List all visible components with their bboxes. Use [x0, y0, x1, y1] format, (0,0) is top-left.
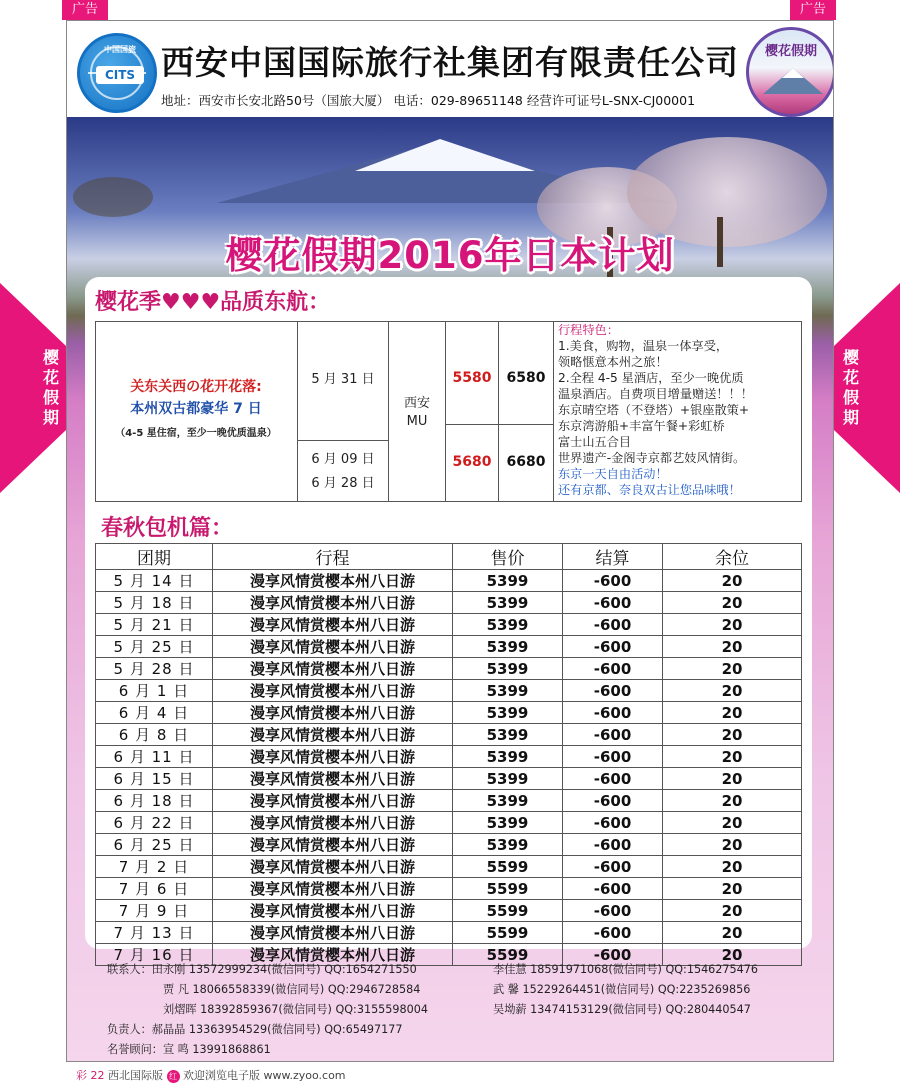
cell-date: 5 月 21 日: [96, 614, 213, 636]
departure-cell: [389, 322, 446, 501]
cell-price: 5399: [453, 614, 563, 636]
cell-date: 5 月 25 日: [96, 636, 213, 658]
tour-name: 关东关西の花开花落:: [130, 379, 262, 395]
cell-date: 5 月 18 日: [96, 592, 213, 614]
content-panel: [85, 277, 812, 964]
cell-seats: 20: [663, 680, 802, 702]
cell-seats: 20: [663, 724, 802, 746]
table-row: [96, 724, 802, 746]
table-row: [96, 658, 802, 680]
cell-date: 6 月 1 日: [96, 680, 213, 702]
badge-title: 樱花假期: [764, 44, 817, 59]
cell-itinerary: 漫享风情赏樱本州八日游: [213, 878, 453, 900]
cell-date: 6 月 15 日: [96, 768, 213, 790]
table-row: [96, 768, 802, 790]
features-heading: 行程特色：: [558, 323, 619, 337]
cell-date: 6 月 18 日: [96, 790, 213, 812]
cell-date: 6 月 4 日: [96, 702, 213, 724]
feature-line: 2.全程 4-5 星酒店，至少一晚优质: [558, 371, 744, 385]
hero-background: [67, 117, 833, 1062]
mount-fuji-snowcap: [355, 139, 535, 171]
feature-line: 富士山五合目: [558, 435, 632, 449]
col-header-price: 售价: [453, 544, 563, 570]
charter-table: [95, 543, 802, 966]
price-value: 6680: [506, 454, 546, 470]
cits-globe-logo: [77, 33, 157, 113]
contact-line: 负责人：郝晶晶 13363954529(微信同号) QQ:65497177: [107, 1023, 403, 1036]
cell-settlement: -600: [563, 658, 663, 680]
departure-date: 6 月 28 日: [311, 476, 375, 491]
cell-settlement: -600: [563, 570, 663, 592]
cell-date: 6 月 25 日: [96, 834, 213, 856]
ribbon-text-right: 樱 花 假 期: [842, 348, 859, 427]
price-cell-red: [446, 322, 499, 501]
contact-line: 贾 凡 18066558339(微信同号) QQ:2946728584: [163, 983, 421, 996]
distant-trees: [73, 177, 153, 217]
cell-itinerary: 漫享风情赏樱本州八日游: [213, 944, 453, 966]
price-cell: [499, 322, 554, 501]
price-value: 5680: [452, 454, 492, 470]
cell-itinerary: 漫享风情赏樱本州八日游: [213, 834, 453, 856]
section-title-eastern: 樱花季♥♥♥品质东航：: [95, 290, 331, 315]
cell-settlement: -600: [563, 834, 663, 856]
ad-tag-right: 广告: [790, 0, 836, 20]
cell-seats: 20: [663, 614, 802, 636]
col-header-date: 团期: [96, 544, 213, 570]
cell-itinerary: 漫享风情赏樱本州八日游: [213, 680, 453, 702]
page-footer: [76, 1067, 346, 1083]
cell-date: 6 月 11 日: [96, 746, 213, 768]
table-row: [96, 856, 802, 878]
cell-price: 5399: [453, 812, 563, 834]
cell-price: 5399: [453, 724, 563, 746]
feature-line: 世界遗产-金阁寺京都艺妓风情街。: [558, 451, 746, 465]
feature-line: 东京晴空塔（不登塔）+银座散策+: [558, 403, 750, 417]
cell-itinerary: 漫享风情赏樱本州八日游: [213, 900, 453, 922]
cell-itinerary: 漫享风情赏樱本州八日游: [213, 768, 453, 790]
cell-itinerary: 漫享风情赏樱本州八日游: [213, 922, 453, 944]
table-row: [96, 834, 802, 856]
cell-date: 6 月 8 日: [96, 724, 213, 746]
footer-text: 欢迎浏览电子版 www.zyoo.com: [183, 1069, 346, 1082]
cell-price: 5399: [453, 658, 563, 680]
feature-line-highlight: 东京一天自由活动！: [558, 467, 668, 481]
cell-price: 5399: [453, 570, 563, 592]
table-row: [96, 614, 802, 636]
cell-price: 5599: [453, 856, 563, 878]
cell-seats: 20: [663, 768, 802, 790]
cell-seats: 20: [663, 658, 802, 680]
cell-settlement: -600: [563, 922, 663, 944]
cell-seats: 20: [663, 570, 802, 592]
col-header-settlement: 结算: [563, 544, 663, 570]
cell-settlement: -600: [563, 614, 663, 636]
airline-code: MU: [406, 414, 428, 429]
contact-line: 吴坳薪 13474153129(微信同号) QQ:280440547: [493, 1003, 751, 1016]
table-row: [96, 636, 802, 658]
cell-date: 5 月 14 日: [96, 570, 213, 592]
cell-seats: 20: [663, 592, 802, 614]
logo-cits-text: CITS: [96, 66, 144, 84]
departure-city: 西安: [403, 396, 430, 411]
contact-line: 武 馨 15229264451(微信同号) QQ:2235269856: [493, 983, 751, 996]
cell-itinerary: 漫享风情赏樱本州八日游: [213, 812, 453, 834]
table-row: [96, 702, 802, 724]
table-row: [96, 812, 802, 834]
table-row: [96, 592, 802, 614]
tour-dates-cell: [298, 322, 389, 501]
ad-page: [66, 20, 834, 1062]
cell-price: 5399: [453, 790, 563, 812]
cell-price: 5599: [453, 878, 563, 900]
cell-settlement: -600: [563, 856, 663, 878]
cell-itinerary: 漫享风情赏樱本州八日游: [213, 658, 453, 680]
cell-seats: 20: [663, 636, 802, 658]
cell-settlement: -600: [563, 592, 663, 614]
contacts-block: [67, 955, 833, 1055]
cell-itinerary: 漫享风情赏樱本州八日游: [213, 570, 453, 592]
cell-seats: 20: [663, 944, 802, 966]
cell-seats: 20: [663, 900, 802, 922]
col-header-itinerary: 行程: [213, 544, 453, 570]
cell-settlement: -600: [563, 724, 663, 746]
cell-itinerary: 漫享风情赏樱本州八日游: [213, 746, 453, 768]
ad-tag-left: 广告: [62, 0, 108, 20]
cell-price: 5399: [453, 746, 563, 768]
cell-settlement: -600: [563, 944, 663, 966]
table-row: [96, 570, 802, 592]
price-value: 5580: [452, 370, 492, 386]
price-value: 6580: [506, 370, 546, 386]
table-row: [96, 922, 802, 944]
cell-itinerary: 漫享风情赏樱本州八日游: [213, 614, 453, 636]
cell-price: 5399: [453, 768, 563, 790]
features-cell: [554, 322, 801, 501]
cell-settlement: -600: [563, 790, 663, 812]
cell-seats: 20: [663, 834, 802, 856]
contact-line: 名誉顾问：宣 鸣 13991868861: [107, 1043, 271, 1056]
header: [67, 21, 833, 117]
cell-settlement: -600: [563, 878, 663, 900]
cell-settlement: -600: [563, 746, 663, 768]
cell-settlement: -600: [563, 768, 663, 790]
page-number: 彩 22: [76, 1069, 105, 1082]
section-title-charter: 春秋包机篇：: [101, 516, 234, 541]
cell-seats: 20: [663, 702, 802, 724]
table-row: [96, 746, 802, 768]
contact-line: 联系人：田永刚 13572999234(微信同号) QQ:1654271550: [107, 963, 417, 976]
feature-line: 温泉酒店。自费项目增量赠送！！！: [558, 387, 753, 401]
table-row: [96, 878, 802, 900]
cell-price: 5399: [453, 680, 563, 702]
cell-price: 5599: [453, 900, 563, 922]
cell-date: 7 月 16 日: [96, 944, 213, 966]
logo-arc-text: 中国国旅: [104, 45, 136, 54]
cell-seats: 20: [663, 790, 802, 812]
cell-settlement: -600: [563, 812, 663, 834]
main-title: 樱花假期2016年日本计划: [225, 234, 675, 277]
departure-date: 6 月 09 日: [311, 452, 375, 467]
tour-subtitle: 本州双古都豪华 7 日: [130, 401, 262, 417]
col-header-seats: 余位: [663, 544, 802, 570]
cell-itinerary: 漫享风情赏樱本州八日游: [213, 636, 453, 658]
cell-itinerary: 漫享风情赏樱本州八日游: [213, 592, 453, 614]
tour-note: （4-5 星住宿，至少一晚优质温泉）: [115, 428, 277, 439]
cell-seats: 20: [663, 856, 802, 878]
contact-line: 李佳慧 18591971068(微信同号) QQ:1546275476: [493, 963, 759, 976]
cell-settlement: -600: [563, 636, 663, 658]
cell-date: 7 月 9 日: [96, 900, 213, 922]
cell-date: 7 月 2 日: [96, 856, 213, 878]
contact-line: 刘熠晖 18392859367(微信同号) QQ:3155598004: [163, 1003, 429, 1016]
cell-settlement: -600: [563, 680, 663, 702]
charter-header-row: [96, 544, 802, 570]
cell-date: 7 月 13 日: [96, 922, 213, 944]
cell-price: 5599: [453, 922, 563, 944]
feature-line: 1.美食，购物，温泉一体享受，: [558, 339, 729, 353]
cell-price: 5399: [453, 636, 563, 658]
feature-line: 东京湾游船+丰富午餐+彩虹桥: [558, 419, 725, 433]
address-line: 地址：西安市长安北路50号（国旅大厦） 电话：029-89651148 经营许可证号L-SNX-CJ00001: [161, 93, 696, 108]
cell-price: 5599: [453, 944, 563, 966]
feature-line: 领略惬意本州之旅！: [558, 355, 668, 369]
feature-line-highlight: 还有京都、奈良双古让您品味哦！: [558, 483, 741, 497]
cell-settlement: -600: [563, 900, 663, 922]
cell-itinerary: 漫享风情赏樱本州八日游: [213, 856, 453, 878]
cell-itinerary: 漫享风情赏樱本州八日游: [213, 724, 453, 746]
edition-name: 西北国际版: [108, 1069, 163, 1082]
cell-seats: 20: [663, 812, 802, 834]
table-row: [96, 790, 802, 812]
cell-itinerary: 漫享风情赏樱本州八日游: [213, 790, 453, 812]
cell-price: 5399: [453, 834, 563, 856]
cell-itinerary: 漫享风情赏樱本州八日游: [213, 702, 453, 724]
cell-date: 5 月 28 日: [96, 658, 213, 680]
ribbon-text-left: 樱 花 假 期: [42, 348, 59, 427]
departure-date: 5 月 31 日: [311, 372, 375, 387]
company-name: 西安中国国际旅行社集团有限责任公司: [161, 43, 739, 82]
cell-date: 6 月 22 日: [96, 812, 213, 834]
table-row: [96, 680, 802, 702]
cell-date: 7 月 6 日: [96, 878, 213, 900]
cell-price: 5399: [453, 592, 563, 614]
sakura-holiday-badge: [746, 27, 834, 117]
cell-seats: 20: [663, 746, 802, 768]
table-row: [96, 900, 802, 922]
cell-settlement: -600: [563, 702, 663, 724]
eastern-tour-table: [95, 321, 802, 502]
tour-title-cell: [96, 322, 298, 501]
red-badge-icon: 红: [167, 1070, 180, 1083]
cell-price: 5399: [453, 702, 563, 724]
cell-seats: 20: [663, 922, 802, 944]
cell-seats: 20: [663, 878, 802, 900]
